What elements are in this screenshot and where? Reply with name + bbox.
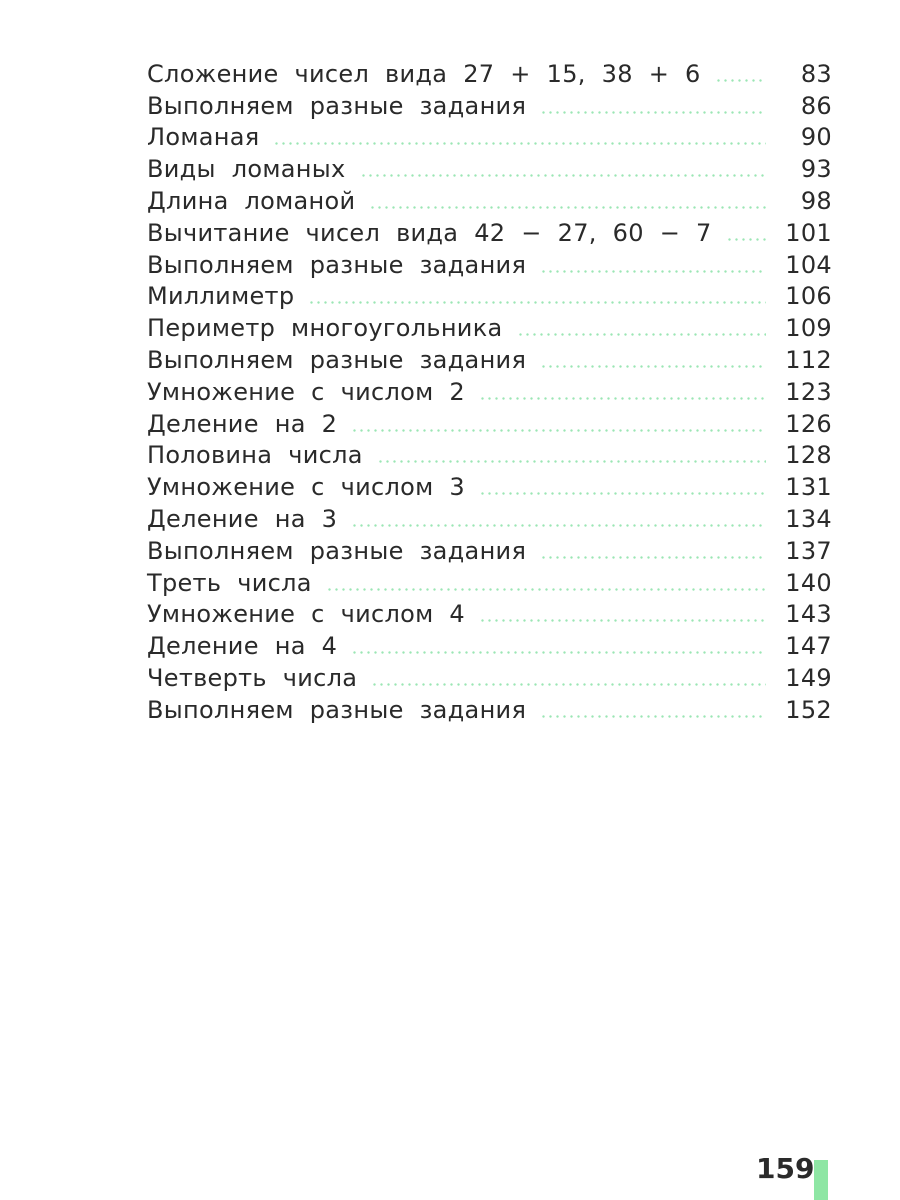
dot-leader <box>377 460 766 463</box>
dot-leader <box>351 429 766 432</box>
toc-entry-page: 106 <box>785 282 832 311</box>
page-edge-tab <box>814 1160 828 1200</box>
toc-entry-page: 90 <box>800 123 832 152</box>
dot-leader <box>540 556 766 559</box>
toc-entry-title: Треть числа <box>147 568 312 597</box>
toc-entry-page: 147 <box>785 632 832 661</box>
dot-leader <box>273 142 766 145</box>
toc-entry-page: 126 <box>785 409 832 438</box>
dot-leader <box>540 365 766 368</box>
dot-leader <box>540 270 766 273</box>
toc-entry-page: 93 <box>800 155 832 184</box>
toc-entry-title: Сложение чисел вида 27 + 15, 38 + 6 <box>147 59 701 88</box>
dot-leader <box>540 715 766 718</box>
toc-entry-title: Выполняем разные задания <box>147 250 527 279</box>
page-number: 159 <box>756 1152 815 1185</box>
dot-leader <box>540 111 766 114</box>
toc-entry[interactable] <box>147 151 832 183</box>
toc-entry-title: Умножение с числом 4 <box>147 600 465 629</box>
dot-leader <box>726 238 766 241</box>
toc-entry[interactable] <box>147 660 832 692</box>
toc-entry-title: Деление на 2 <box>147 409 338 438</box>
toc-entry-page: 98 <box>800 186 832 215</box>
toc-entry[interactable] <box>147 183 832 215</box>
toc-entry[interactable] <box>147 406 832 438</box>
dot-leader <box>371 683 766 686</box>
toc-entry-page: 123 <box>785 377 832 406</box>
toc-entry[interactable] <box>147 438 832 470</box>
toc-entry-title: Выполняем разные задания <box>147 536 527 565</box>
dot-leader <box>479 397 766 400</box>
toc-entry[interactable] <box>147 565 832 597</box>
toc-entry[interactable] <box>147 533 832 565</box>
toc-entry-title: Деление на 3 <box>147 504 338 533</box>
toc-entry-title: Периметр многоугольника <box>147 314 503 343</box>
toc-entry-title: Умножение с числом 3 <box>147 473 465 502</box>
toc-entry-page: 101 <box>785 218 832 247</box>
toc-entry-title: Длина ломаной <box>147 186 356 215</box>
toc-entry[interactable] <box>147 247 832 279</box>
dot-leader <box>479 492 766 495</box>
toc-entry[interactable] <box>147 469 832 501</box>
toc-entry-title: Выполняем разные задания <box>147 91 527 120</box>
toc-entry[interactable] <box>147 56 832 88</box>
dot-leader <box>351 524 766 527</box>
toc-entry-page: 83 <box>800 59 832 88</box>
toc-entry[interactable] <box>147 88 832 120</box>
toc-entry[interactable] <box>147 628 832 660</box>
toc-entry[interactable] <box>147 279 832 311</box>
toc-entry-title: Вычитание чисел вида 42 − 27, 60 − 7 <box>147 218 712 247</box>
toc-entry[interactable] <box>147 501 832 533</box>
toc-entry-page: 149 <box>785 663 832 692</box>
toc-entry[interactable] <box>147 597 832 629</box>
dot-leader <box>360 174 766 177</box>
toc-entry[interactable] <box>147 692 832 724</box>
toc-entry-title: Умножение с числом 2 <box>147 377 465 406</box>
toc-entry-page: 152 <box>785 695 832 724</box>
toc-entry[interactable] <box>147 374 832 406</box>
toc-entry-page: 109 <box>785 314 832 343</box>
toc-entry[interactable] <box>147 215 832 247</box>
toc-entry[interactable] <box>147 310 832 342</box>
dot-leader <box>517 333 766 336</box>
toc-entry-page: 112 <box>785 345 832 374</box>
dot-leader <box>351 651 766 654</box>
dot-leader <box>369 206 766 209</box>
toc-entry-title: Четверть числа <box>147 663 358 692</box>
table-of-contents <box>147 56 832 724</box>
toc-entry-title: Ломаная <box>147 123 260 152</box>
toc-entry[interactable] <box>147 342 832 374</box>
dot-leader <box>326 588 766 591</box>
toc-entry-title: Деление на 4 <box>147 632 338 661</box>
toc-entry-page: 137 <box>785 536 832 565</box>
toc-entry-page: 134 <box>785 504 832 533</box>
toc-entry-page: 131 <box>785 473 832 502</box>
toc-entry-page: 86 <box>800 91 832 120</box>
toc-entry-title: Виды ломаных <box>147 155 346 184</box>
dot-leader <box>715 79 766 82</box>
toc-entry-page: 104 <box>785 250 832 279</box>
dot-leader <box>308 301 766 304</box>
toc-entry-title: Выполняем разные задания <box>147 345 527 374</box>
toc-entry-title: Выполняем разные задания <box>147 695 527 724</box>
toc-entry-page: 143 <box>785 600 832 629</box>
toc-entry-page: 140 <box>785 568 832 597</box>
dot-leader <box>479 619 766 622</box>
toc-entry[interactable] <box>147 120 832 152</box>
toc-entry-title: Миллиметр <box>147 282 295 311</box>
toc-entry-page: 128 <box>785 441 832 470</box>
toc-entry-title: Половина числа <box>147 441 363 470</box>
